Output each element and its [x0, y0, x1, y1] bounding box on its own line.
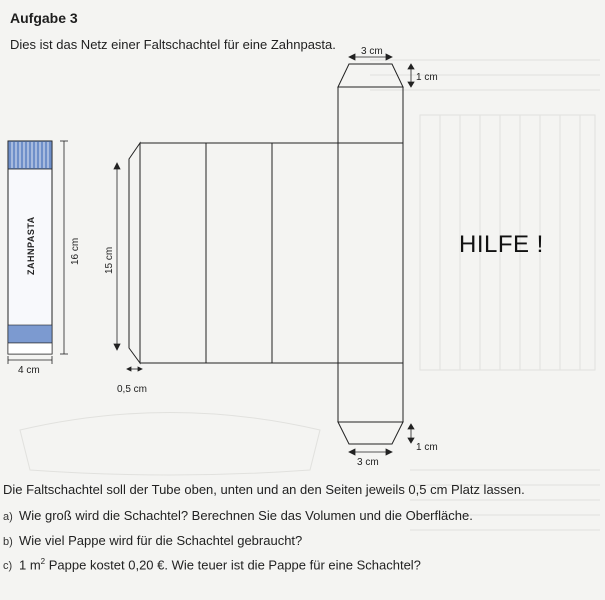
- question-c: [3, 557, 421, 572]
- top-tab-width-label: 3 cm: [361, 46, 383, 57]
- bottom-tab-width-label: 3 cm: [357, 457, 379, 468]
- tube-width-label: 4 cm: [18, 365, 40, 376]
- net-height-label: 15 cm: [104, 246, 115, 274]
- tube-top-crimp: [8, 141, 52, 169]
- top-tab-height-dimension: [408, 64, 414, 87]
- net-outline: [129, 64, 403, 444]
- question-a-label: a): [3, 511, 13, 523]
- task-intro: Dies ist das Netz einer Faltschachtel für eine Zahnpasta.: [10, 37, 336, 52]
- bottom-tuck-tab: [338, 422, 403, 444]
- task-heading: Aufgabe 3: [10, 10, 78, 26]
- tube-width-dimension: [8, 356, 52, 364]
- hilfe-shout: HILFE !: [459, 231, 544, 258]
- tube-height-label: 16 cm: [70, 237, 81, 265]
- top-tab-height-label: 1 cm: [416, 72, 438, 83]
- task-statement: Die Faltschachtel soll der Tube oben, unten und an den Seiten jeweils 0,5 cm Platz lassen.: [3, 482, 525, 497]
- question-a: [3, 508, 473, 523]
- bottom-tab-width-dimension: [349, 449, 392, 455]
- side-flap-dimension: [127, 367, 142, 371]
- side-flap-label: 0,5 cm: [117, 384, 148, 395]
- box-net-figure: [100, 42, 438, 468]
- question-b-label: b): [3, 536, 13, 548]
- tube-brand-label: ZAHNPASTA: [26, 216, 36, 275]
- bottom-tab-height-label: 1 cm: [416, 442, 438, 453]
- question-c-label: c): [3, 560, 13, 573]
- question-a-text: Wie groß wird die Schachtel? Berechnen Sie das Volumen und die Oberfläche.: [19, 508, 473, 523]
- question-b: [3, 533, 302, 548]
- bottom-tab-height-dimension: [408, 424, 414, 443]
- side-flap-left: [129, 143, 140, 363]
- top-tuck-tab: [338, 64, 403, 87]
- bottom-face: [338, 363, 403, 422]
- top-face: [338, 87, 403, 143]
- question-b-text: Wie viel Pappe wird für die Schachtel gebraucht?: [19, 533, 303, 548]
- question-c-unit: 1 m: [19, 557, 41, 573]
- question-c-text: Pappe kostet 0,20 €. Wie teuer ist die Pappe für eine Schachtel?: [45, 557, 421, 573]
- question-c-superscript: 2: [40, 557, 46, 566]
- tube-height-dimension: [60, 141, 68, 354]
- toothpaste-tube-figure: [0, 135, 90, 375]
